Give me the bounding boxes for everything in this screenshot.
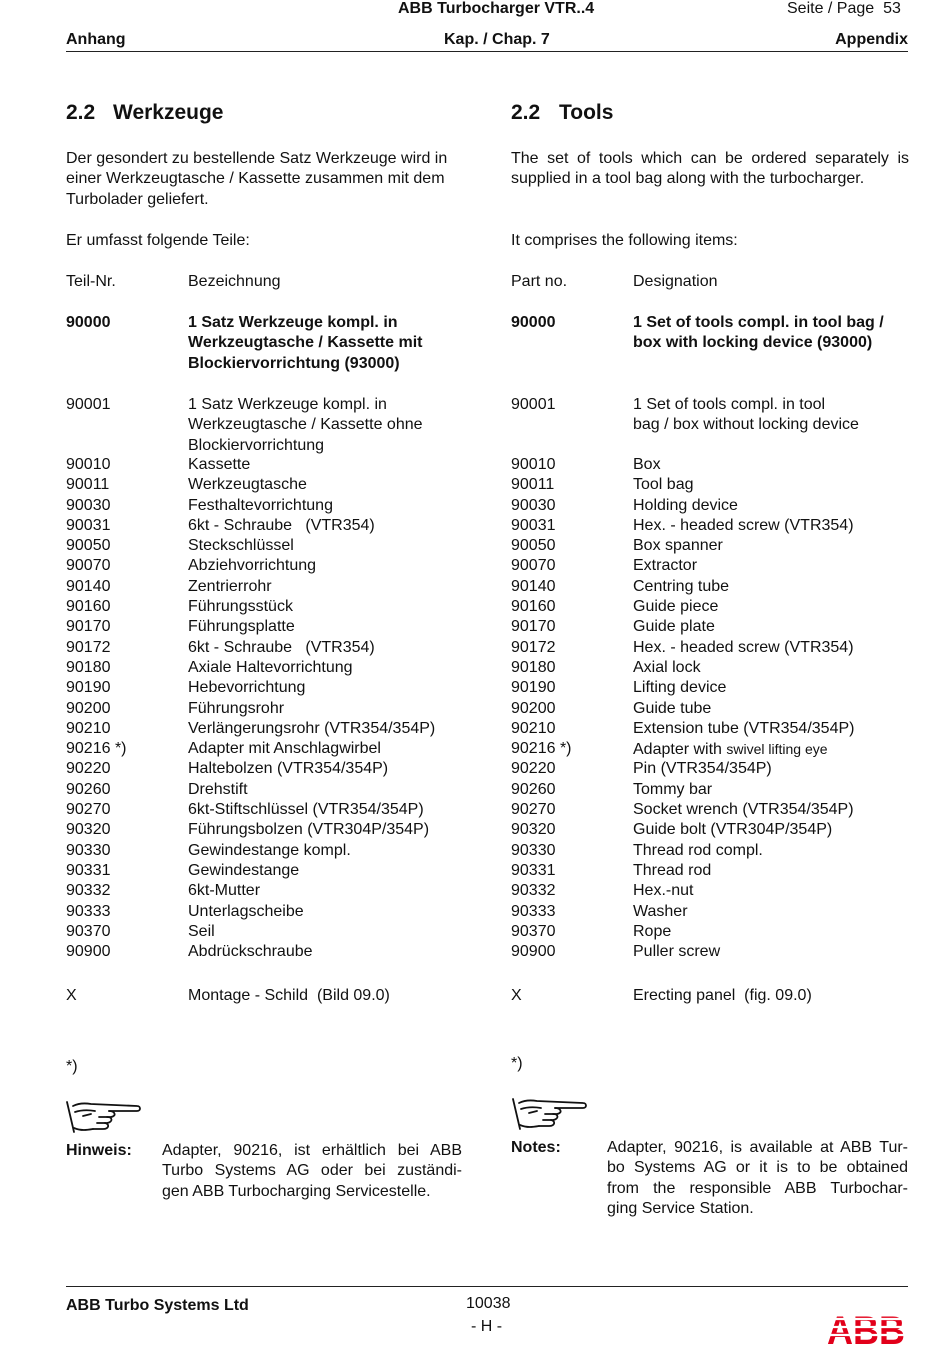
part-description [188,658,353,678]
part-description [633,536,723,556]
table-row [66,597,476,617]
part-description [188,841,351,861]
table-row [66,577,476,597]
part-description-text: Hebevorrichtung [188,679,306,697]
part-description [188,516,375,536]
column-header-desc-de: Bezeichnung [188,273,281,290]
table-row [511,800,911,820]
intro-de [66,149,466,210]
note-line: bo Systems AG or it is to be obtained [607,1159,908,1177]
part-description-text: Socket wrench (VTR354/354P) [633,801,854,819]
table-row [511,658,911,678]
part-description [633,658,701,678]
part-description-text: Box [633,456,661,473]
table-row [511,881,911,901]
table-row [66,881,476,901]
part-description [188,475,307,495]
note-line: Adapter, 90216, is available at ABB Tur- [607,1139,908,1156]
part-description-text: Haltebolzen (VTR354/354P) [188,760,389,778]
part-number: 90070 [511,557,556,575]
part-description-text: Washer [633,902,688,920]
part-number: 90900 [511,943,556,961]
table-row [511,556,911,576]
part-number: 90200 [66,699,111,717]
footer-company: ABB Turbo Systems Ltd [66,1297,249,1314]
part-description-text: Führungsplatte [188,618,295,636]
part-description-text: Zentrierrohr [188,577,272,595]
table-row [511,739,911,759]
header-section-de: Anhang [66,31,126,48]
part-number: 90900 [66,943,111,961]
part-description [188,800,424,820]
part-description [633,719,854,739]
part-description [188,496,333,516]
table-row [511,699,911,719]
footer-revision: - H - [471,1318,503,1335]
note-line: ging Service Station. [607,1199,754,1217]
heading-number-de: 2.2 [66,101,96,124]
part-description [188,861,299,881]
part-description-text: Extractor [633,557,698,575]
part-number: 90180 [511,658,556,676]
part-number: 90200 [511,699,556,717]
table-row [66,475,476,495]
note-label-de: Hinweis: [66,1142,132,1159]
part-description-text: Abziehvorrichtung [188,557,317,575]
part-description-text: Drehstift [188,780,248,798]
table-row [66,699,476,719]
set1-desc-line: Blockiervorrichtung (93000) [188,354,400,372]
part-description-text: Axiale Haltevorrichtung [188,658,353,676]
part-number: 90031 [511,516,556,534]
set2-desc-de [188,395,423,456]
part-description [188,699,284,719]
part-number: 90172 [511,638,556,656]
set1-desc-de [188,313,422,374]
part-description [633,800,854,820]
part-description-text: Pin (VTR354/354P) [633,760,772,778]
part-description [633,556,697,576]
part-description [188,942,313,962]
part-description [633,841,763,861]
part-description [188,881,260,901]
note-text-en [607,1138,908,1219]
part-description [188,556,316,576]
part-description-text: Axial lock [633,658,701,676]
set1-desc-line: 1 Set of tools compl. in tool bag / [633,314,884,331]
table-row [66,536,476,556]
table-row [511,536,911,556]
part-number: 90050 [511,537,556,555]
part-description-text: Puller screw [633,943,721,961]
column-header-part-en: Part no. [511,273,568,290]
set2-part-no-en: 90001 [511,396,556,413]
column-header-part-de: Teil-Nr. [66,273,116,290]
table-row [511,902,911,922]
part-description [633,902,688,922]
part-description [633,577,729,597]
set1-desc-en [633,313,884,354]
part-number: 90370 [66,922,111,940]
note-text-de [162,1141,462,1202]
part-number: 90333 [66,902,111,920]
set2-desc-line: Blockiervorrichtung [188,436,325,454]
part-number: 90031 [66,516,111,534]
x-desc-en: Erecting panel (fig. 09.0) [633,987,812,1004]
part-number: 90331 [66,861,111,879]
part-description [633,597,718,617]
part-number: 90010 [66,456,111,473]
x-part-no-en: X [511,987,522,1004]
intro-de-line: Der gesondert zu bestellende Satz Werkzeuge wird in [66,150,448,167]
x-desc-de: Montage - Schild (Bild 09.0) [188,987,390,1004]
table-row [511,496,911,516]
part-number: 90010 [511,456,556,473]
part-number: 90320 [511,821,556,839]
table-row [66,800,476,820]
part-description [633,942,720,962]
part-number: 90320 [66,821,111,839]
heading-number-en: 2.2 [511,101,541,124]
part-description [633,496,738,516]
part-description-text: Lifting device [633,679,727,697]
part-description-text: Festhaltevorrichtung [188,496,333,514]
parts-list-en [511,455,911,962]
part-description [633,922,671,942]
footer-doc-number: 10038 [466,1295,511,1312]
intro-de-line: einer Werkzeugtasche / Kassette zusammen mit dem [66,170,445,188]
part-number: 90260 [66,780,111,798]
table-row [66,942,476,962]
note-line: from the responsible ABB Turbochar- [607,1179,908,1197]
abb-logo [826,1311,906,1352]
table-row [66,719,476,739]
part-description [633,638,854,658]
table-row [66,455,476,475]
page-number: Seite / Page 53 [787,0,901,17]
part-description-text: Hex. - headed screw (VTR354) [633,516,854,534]
table-row [66,861,476,881]
part-description-text: Hex. - headed screw (VTR354) [633,638,854,656]
part-description-text: Führungsstück [188,598,293,616]
table-row [66,739,476,759]
table-row [511,780,911,800]
part-description [633,780,712,800]
note-line: gen ABB Turbocharging Servicestelle. [162,1182,431,1200]
part-description [633,678,726,698]
footnote-de: *) [66,1058,78,1075]
footer-rule [66,1286,908,1287]
pointing-hand-icon [65,1098,143,1138]
table-row [66,638,476,658]
part-description-text: Guide piece [633,598,719,616]
intro-en-line: The set of tools which can be ordered separately is [511,150,909,167]
part-description-text: Seil [188,922,215,940]
part-description [188,739,381,759]
set2-desc-line: 1 Satz Werkzeuge kompl. in [188,396,387,413]
part-description [633,699,711,719]
note-line: Turbo Systems AG oder bei zuständi- [162,1162,462,1180]
part-description [633,739,828,760]
part-description-text: Tommy bar [633,780,713,798]
part-description-text: Tool bag [633,476,694,494]
set1-desc-line: box with locking device (93000) [633,334,873,352]
table-row [66,780,476,800]
pointing-hand-icon [511,1095,589,1135]
part-description-text: 6kt-Stiftschlüssel (VTR354/354P) [188,801,424,819]
part-description [188,820,429,840]
part-description-text: Gewindestange kompl. [188,841,351,859]
table-row [66,496,476,516]
intro-de-line: Turbolader geliefert. [66,190,209,208]
part-number: 90330 [66,841,111,859]
comprises-de: Er umfasst folgende Teile: [66,232,250,249]
part-description [188,780,248,800]
part-number: 90333 [511,902,556,920]
part-description [633,475,694,495]
table-row [66,617,476,637]
table-row [66,658,476,678]
part-number: 90190 [66,679,111,697]
column-header-desc-en: Designation [633,273,718,290]
part-description [633,759,772,779]
table-row [66,820,476,840]
part-description-text: Rope [633,922,672,940]
x-part-no-de: X [66,987,77,1004]
header-section-en: Appendix [835,31,908,48]
table-row [511,597,911,617]
part-description-text: Verlängerungsrohr (VTR354/354P) [188,719,436,737]
part-description-text: Unterlagscheibe [188,902,304,920]
part-number: 90050 [66,537,111,555]
part-number: 90030 [511,496,556,514]
note-line: Adapter, 90216, ist erhältlich bei ABB [162,1142,462,1159]
part-number: 90210 [511,719,556,737]
part-description-text: 6kt - Schraube (VTR354) [188,638,375,656]
part-number: 90190 [511,679,556,697]
table-row [66,841,476,861]
document-title: ABB Turbocharger VTR..4 [398,0,595,17]
part-description [633,516,854,536]
part-description [188,902,304,922]
part-description-text: Steckschlüssel [188,537,294,555]
table-row [66,759,476,779]
part-description-text: Thread rod compl. [633,841,763,859]
part-description [188,678,305,698]
table-row [511,455,911,475]
part-description [633,881,693,901]
set2-desc-line: bag / box without locking device [633,416,859,434]
part-description-text: Kassette [188,456,251,473]
set2-desc-en [633,395,859,436]
table-row [66,516,476,536]
table-row [511,577,911,597]
part-description-text: Führungsrohr [188,699,285,717]
table-row [66,556,476,576]
set1-desc-line: Werkzeugtasche / Kassette mit [188,334,423,352]
part-description [633,861,711,881]
table-row [511,617,911,637]
part-description-text: Guide bolt (VTR304P/354P) [633,821,833,839]
abb-logo-text: ABB [827,1311,905,1347]
part-description [188,638,375,658]
part-description-text: Box spanner [633,537,723,555]
table-row [511,678,911,698]
part-description [188,455,250,475]
part-description [188,759,388,779]
part-description-text: 6kt-Mutter [188,882,261,900]
part-description-text: Adapter mit Anschlagwirbel [188,740,381,758]
table-row [66,678,476,698]
part-description-text: Adapter with [633,741,722,759]
part-description-suffix: swivel lifting eye [726,741,828,758]
heading-de: Werkzeuge [113,101,224,124]
part-description-text: Extension tube (VTR354/354P) [633,719,855,737]
part-number: 90216 *) [511,740,572,758]
intro-en-line: supplied in a tool bag along with the turbocharger. [511,170,865,188]
part-number: 90030 [66,496,111,514]
table-row [511,516,911,536]
comprises-en: It comprises the following items: [511,232,738,249]
part-description [188,719,435,739]
set1-part-no-de: 90000 [66,314,111,331]
part-description-text: Guide plate [633,618,715,636]
table-row [511,759,911,779]
part-description-text: Guide tube [633,699,712,717]
part-number: 90216 *) [66,740,127,758]
part-number: 90270 [511,801,556,819]
part-description [633,820,832,840]
note-label-en: Notes: [511,1139,561,1156]
part-number: 90170 [66,618,111,636]
part-description-text: Gewindestange [188,861,300,879]
part-number: 90070 [66,557,111,575]
part-number: 90260 [511,780,556,798]
table-row [66,922,476,942]
set2-part-no-de: 90001 [66,396,111,413]
header-chapter: Kap. / Chap. 7 [444,31,550,48]
part-number: 90160 [511,598,556,616]
part-number: 90331 [511,861,556,879]
part-description-text: Holding device [633,496,738,514]
part-number: 90330 [511,841,556,859]
set1-part-no-en: 90000 [511,314,556,331]
part-number: 90011 [511,476,555,494]
set2-desc-line: Werkzeugtasche / Kassette ohne [188,416,423,434]
table-row [511,475,911,495]
part-description-text: Centring tube [633,577,730,595]
part-number: 90270 [66,801,111,819]
set2-desc-line: 1 Set of tools compl. in tool [633,396,826,413]
parts-list-de [66,455,476,962]
part-number: 90011 [66,476,110,494]
part-number: 90180 [66,658,111,676]
part-description [188,617,295,637]
table-row [511,841,911,861]
part-number: 90160 [66,598,111,616]
part-description-text: Führungsbolzen (VTR304P/354P) [188,821,430,839]
part-description [633,617,715,637]
header-rule [66,51,908,52]
table-row [66,902,476,922]
part-description-text: Hex.-nut [633,882,694,900]
part-number: 90172 [66,638,111,656]
table-row [511,719,911,739]
table-row [511,638,911,658]
part-description [188,577,272,597]
part-number: 90140 [66,577,111,595]
table-row [511,861,911,881]
part-description-text: Werkzeugtasche [188,476,307,494]
table-row [511,942,911,962]
part-number: 90210 [66,719,111,737]
part-number: 90220 [66,760,111,778]
part-number: 90332 [66,882,111,900]
part-number: 90332 [511,882,556,900]
part-description-text: Thread rod [633,861,712,879]
part-description-text: Abdrückschraube [188,943,313,961]
part-number: 90220 [511,760,556,778]
part-number: 90170 [511,618,556,636]
part-description-text: 6kt - Schraube (VTR354) [188,516,375,534]
part-description [633,455,661,475]
part-description [188,536,294,556]
heading-en: Tools [559,101,614,124]
set1-desc-line: 1 Satz Werkzeuge kompl. in [188,314,398,331]
part-description [188,922,215,942]
intro-en [511,149,909,190]
part-description [188,597,293,617]
footnote-en: *) [511,1055,523,1072]
part-number: 90370 [511,922,556,940]
table-row [511,820,911,840]
table-row [511,922,911,942]
part-number: 90140 [511,577,556,595]
